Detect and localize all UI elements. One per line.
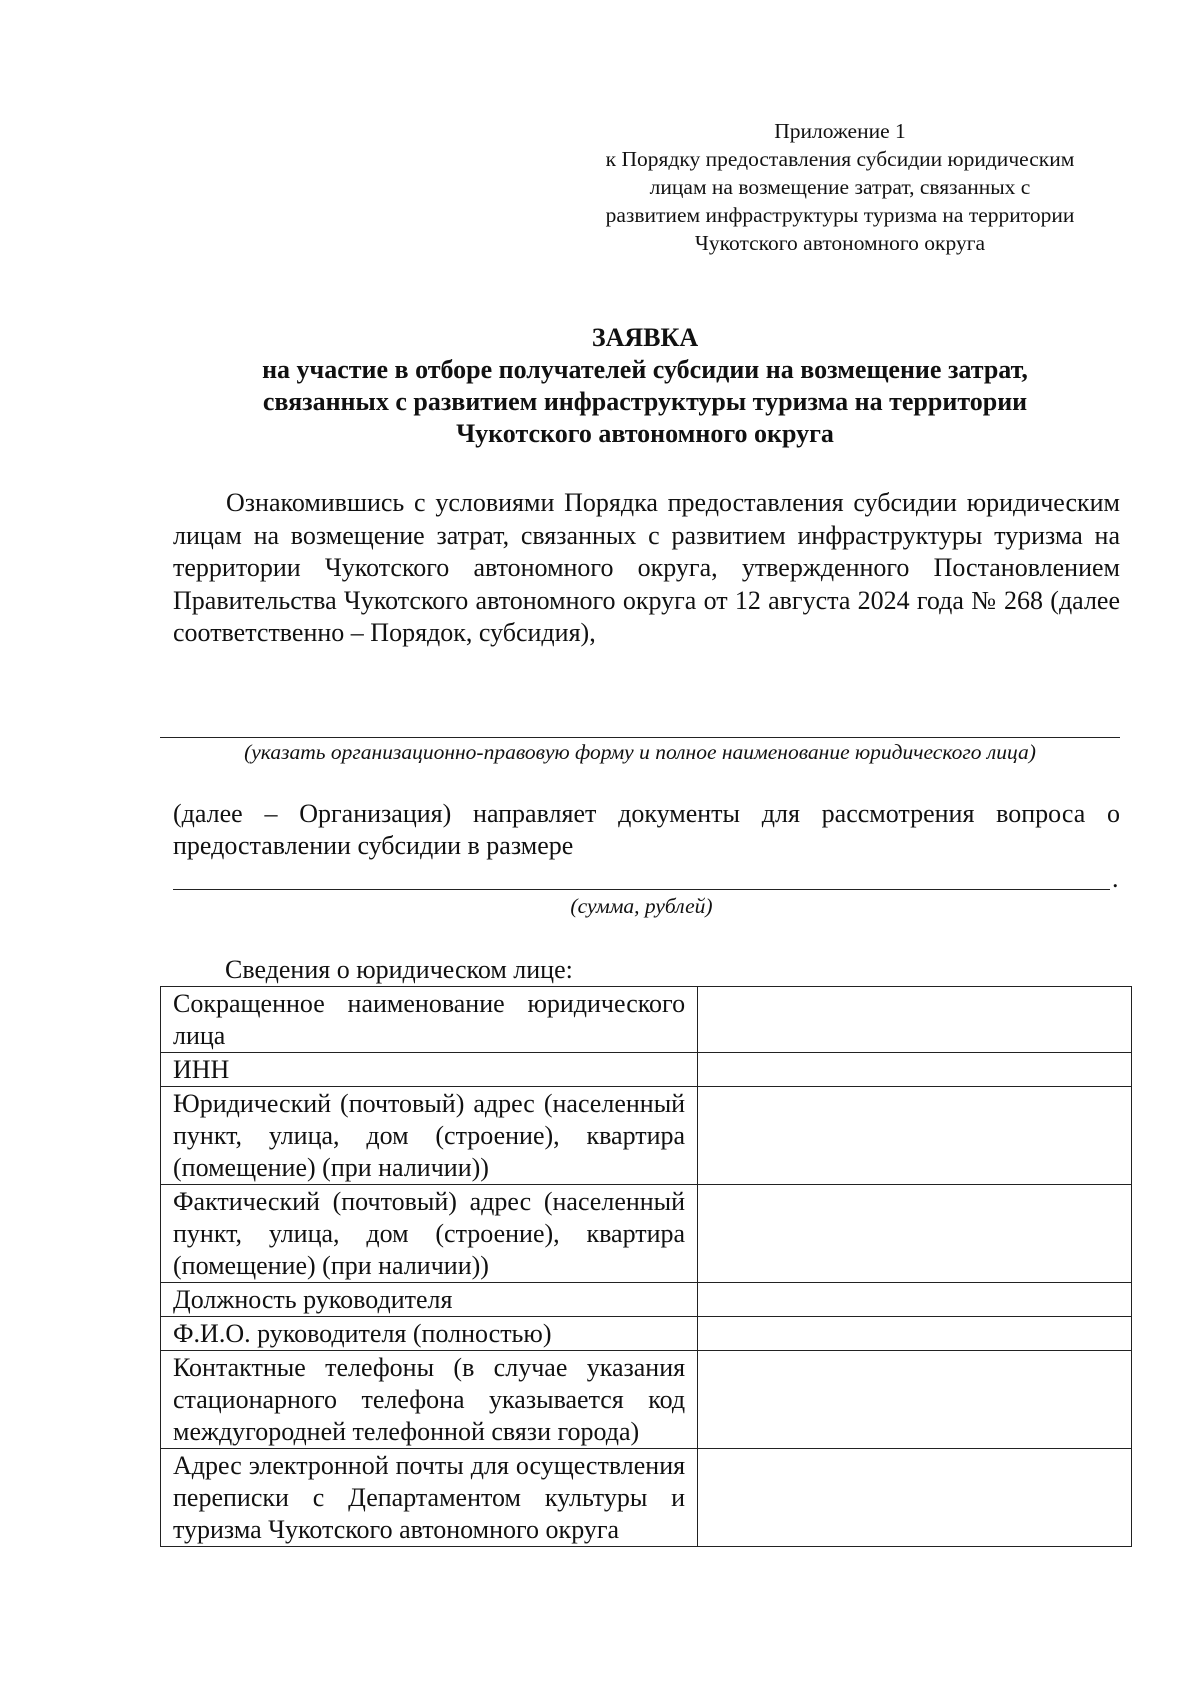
table-row <box>161 1317 1132 1351</box>
org-name-hint: (указать организационно-правовую форму и полное наименование юридического лица) <box>244 740 1036 764</box>
row-label: Фактический (почтовый) адрес (населенный пункт, улица, дом (строение), квартира (помещение) (при наличии)) <box>161 1185 698 1283</box>
amount-field-line[interactable] <box>173 889 1110 890</box>
row-label: Ф.И.О. руководителя (полностью) <box>161 1317 698 1351</box>
amount-hint: (сумма, рублей) <box>570 894 713 918</box>
title-line-1: на участие в отборе получателей субсидии на возмещение затрат, <box>262 355 1028 384</box>
table-row <box>161 1185 1132 1283</box>
appendix-line-5: Чукотского автономного округа <box>694 231 986 255</box>
row-value-cell[interactable] <box>698 987 1132 1053</box>
document-title <box>160 322 1130 450</box>
row-label: ИНН <box>161 1053 698 1087</box>
table-row <box>161 1449 1132 1547</box>
amount-end-dot: . <box>1112 864 1119 893</box>
info-heading: Сведения о юридическом лице: <box>225 955 573 984</box>
org-name-field-line[interactable] <box>160 737 1120 738</box>
intro-paragraph: Ознакомившись с условиями Порядка предоставления субсидии юридическим лицам на возмещение затрат, связанных с развитием инфраструктуры туризма на территории Чукотского автономного округа, утвержденного Постановлением Правительства Чукотского автономного округа от 12 августа 2024 года № 268 (далее соответственно – Порядок, субсидия), <box>173 488 1120 647</box>
row-value-cell[interactable] <box>698 1449 1132 1547</box>
row-value-cell[interactable] <box>698 1087 1132 1185</box>
row-label: Сокращенное наименование юридического лица <box>161 987 698 1053</box>
appendix-line-2: к Порядку предоставления субсидии юридическим <box>605 147 1075 171</box>
row-value-cell[interactable] <box>698 1185 1132 1283</box>
appendix-line-4: развитием инфраструктуры туризма на территории <box>605 203 1075 227</box>
table-row <box>161 1053 1132 1087</box>
row-label: Должность руководителя <box>161 1283 698 1317</box>
row-label: Юридический (почтовый) адрес (населенный пункт, улица, дом (строение), квартира (помещение) (при наличии)) <box>161 1087 698 1185</box>
table-row <box>161 987 1132 1053</box>
row-value-cell[interactable] <box>698 1053 1132 1087</box>
row-label: Адрес электронной почты для осуществления переписки с Департаментом культуры и туризма Чукотского автономного округа <box>161 1449 698 1547</box>
table-row <box>161 1351 1132 1449</box>
table-row <box>161 1087 1132 1185</box>
appendix-line-1: Приложение 1 <box>774 119 906 143</box>
title-line-3: Чукотского автономного округа <box>456 419 834 448</box>
row-label: Контактные телефоны (в случае указания стационарного телефона указывается код междугородней телефонной связи города) <box>161 1351 698 1449</box>
appendix-header <box>560 117 1120 257</box>
submission-paragraph: (далее – Организация) направляет документы для рассмотрения вопроса о предоставлении субсидии в размере <box>173 799 1120 860</box>
row-value-cell[interactable] <box>698 1283 1132 1317</box>
legal-entity-info-table <box>160 986 1132 1547</box>
row-value-cell[interactable] <box>698 1317 1132 1351</box>
table-row <box>161 1283 1132 1317</box>
title-line-2: связанных с развитием инфраструктуры туризма на территории <box>262 387 1028 416</box>
row-value-cell[interactable] <box>698 1351 1132 1449</box>
appendix-line-3: лицам на возмещение затрат, связанных с <box>649 175 1031 199</box>
title-heading: ЗАЯВКА <box>591 323 699 352</box>
